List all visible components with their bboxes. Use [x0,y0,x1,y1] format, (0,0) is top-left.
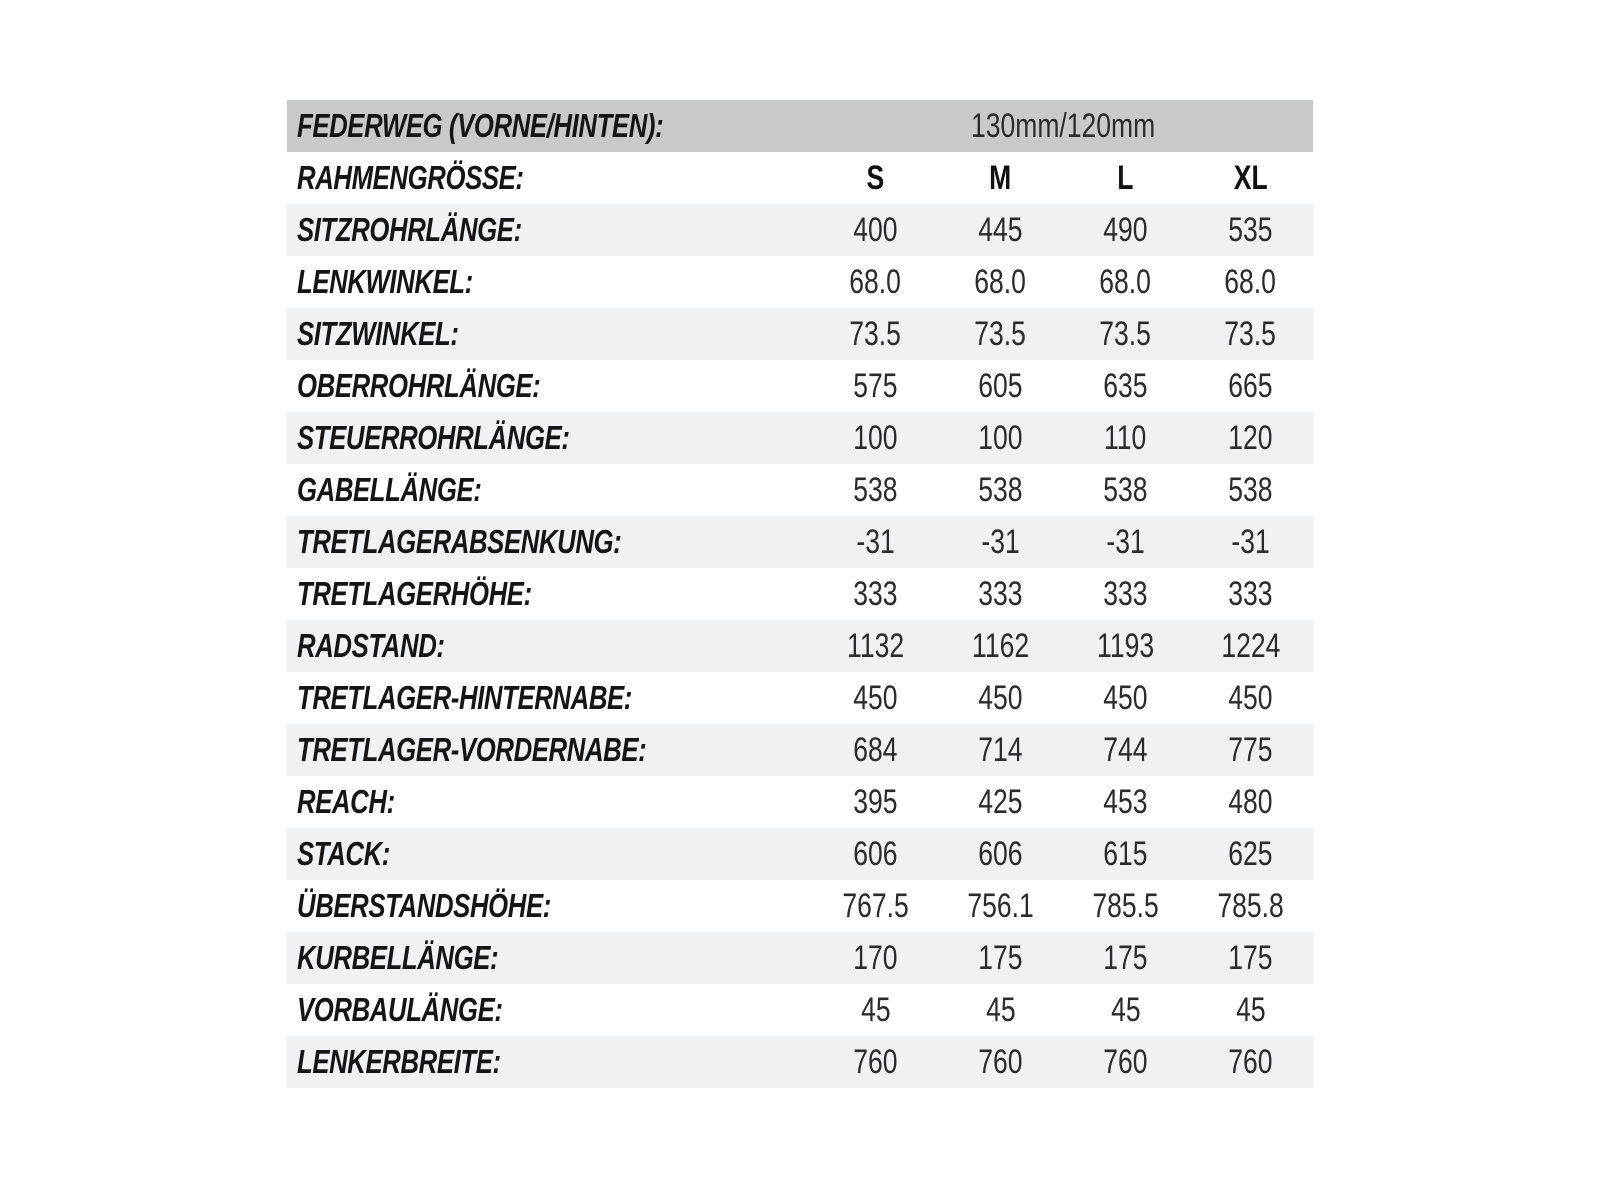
size-s-label: S [866,158,885,197]
row-value: 538 [1228,470,1273,509]
row-value-cell [1188,256,1313,308]
table-row [287,204,1313,256]
row-value-cell [938,516,1063,568]
size-header-label: RAHMENGRÖSSE: [297,159,524,196]
row-value-cell [1188,828,1313,880]
row-value: 606 [978,834,1023,873]
table-row [287,360,1313,412]
row-value: 1132 [846,626,905,665]
row-value-cell [813,256,938,308]
table-row [287,776,1313,828]
row-value: 45 [1110,990,1141,1029]
row-value-cell [813,776,938,828]
row-label-cell [287,1036,813,1088]
row-label: KURBELLÄNGE: [297,939,499,976]
row-value-cell [1188,412,1313,464]
row-label-cell [287,360,813,412]
row-value: 767.5 [842,886,909,925]
row-value: 665 [1228,366,1273,405]
travel-header-row [287,100,1313,152]
row-value: 1224 [1220,626,1280,665]
row-value-cell [938,256,1063,308]
row-value: -31 [856,522,895,561]
row-value: 445 [978,210,1023,249]
row-label: TRETLAGER-VORDERNABE: [297,731,647,768]
size-header-row [287,152,1313,204]
row-value: -31 [981,522,1020,561]
row-value: 760 [978,1042,1023,1081]
row-value: -31 [1231,522,1270,561]
row-value-cell [938,308,1063,360]
row-value: 785.5 [1092,886,1159,925]
row-value-cell [1063,412,1188,464]
size-column-header [1188,152,1313,204]
row-value: 538 [978,470,1023,509]
row-value-cell [938,724,1063,776]
size-column-header [1063,152,1188,204]
row-value: 760 [1103,1042,1148,1081]
row-label-cell [287,256,813,308]
row-value: 333 [1103,574,1148,613]
row-value: 73.5 [849,314,902,353]
row-value-cell [1188,776,1313,828]
row-value: 45 [860,990,891,1029]
row-value-cell [813,204,938,256]
row-value-cell [938,880,1063,932]
table-row [287,516,1313,568]
row-value: 635 [1103,366,1148,405]
row-label: TRETLAGERABSENKUNG: [297,523,622,560]
row-value-cell [1063,724,1188,776]
row-label: OBERROHRLÄNGE: [297,367,541,404]
row-value-cell [1188,308,1313,360]
row-value: 480 [1228,782,1273,821]
row-value-cell [1063,308,1188,360]
row-label-cell [287,828,813,880]
row-value-cell [1063,984,1188,1036]
row-value-cell [1063,204,1188,256]
table-row [287,828,1313,880]
row-value: 744 [1103,730,1148,769]
row-value: 605 [978,366,1023,405]
row-label: VORBAULÄNGE: [297,991,503,1028]
row-value-cell [1188,620,1313,672]
row-label: TRETLAGER-HINTERNABE: [297,679,632,716]
row-value: 400 [853,210,898,249]
row-value-cell [938,620,1063,672]
row-value-cell [813,984,938,1036]
row-value-cell [1063,828,1188,880]
row-value: 450 [1103,678,1148,717]
row-value: 1162 [971,626,1030,665]
row-value-cell [1063,672,1188,724]
row-value: 120 [1228,418,1273,457]
row-value-cell [1063,256,1188,308]
row-value-cell [1063,880,1188,932]
row-label: STACK: [297,835,390,872]
row-value-cell [1063,516,1188,568]
row-value: -31 [1106,522,1145,561]
row-label-cell [287,204,813,256]
row-value: 73.5 [1099,314,1152,353]
row-value: 714 [978,730,1023,769]
row-label-cell [287,308,813,360]
row-value: 175 [978,938,1023,977]
row-value: 45 [1235,990,1266,1029]
table-row [287,620,1313,672]
table-row [287,568,1313,620]
row-value-cell [938,828,1063,880]
row-value-cell [1063,776,1188,828]
size-column-header [938,152,1063,204]
row-label: STEUERROHRLÄNGE: [297,419,570,456]
row-value: 535 [1228,210,1273,249]
row-value: 333 [1228,574,1273,613]
row-value-cell [938,984,1063,1036]
row-value-cell [813,672,938,724]
row-label-cell [287,672,813,724]
row-label-cell [287,620,813,672]
row-value: 395 [853,782,898,821]
row-value: 785.8 [1217,886,1284,925]
row-value: 68.0 [974,262,1027,301]
table-row [287,256,1313,308]
row-value: 453 [1103,782,1148,821]
row-value-cell [1063,1036,1188,1088]
table-row [287,724,1313,776]
row-value: 68.0 [1224,262,1277,301]
row-label-cell [287,568,813,620]
travel-header-label: FEDERWEG (VORNE/HINTEN): [297,107,664,144]
row-value-cell [1063,360,1188,412]
row-value: 425 [978,782,1023,821]
row-value-cell [813,1036,938,1088]
row-value: 625 [1228,834,1273,873]
row-value-cell [813,464,938,516]
row-value-cell [813,620,938,672]
geometry-table [287,100,1313,1088]
table-row [287,984,1313,1036]
row-label-cell [287,412,813,464]
row-value: 575 [853,366,898,405]
row-value-cell [1188,984,1313,1036]
row-value: 73.5 [974,314,1027,353]
row-value-cell [1188,464,1313,516]
row-value: 100 [853,418,898,457]
row-label: SITZWINKEL: [297,315,459,352]
table-row [287,880,1313,932]
row-value-cell [1063,464,1188,516]
row-label-cell [287,880,813,932]
row-label-cell [287,932,813,984]
row-value-cell [1188,360,1313,412]
table-row [287,1036,1313,1088]
size-m-label: M [989,158,1012,197]
row-value-cell [1063,620,1188,672]
table-row [287,464,1313,516]
row-value: 538 [1103,470,1148,509]
size-header-label-cell [287,152,813,204]
row-value-cell [813,568,938,620]
row-value-cell [1188,672,1313,724]
row-label-cell [287,464,813,516]
row-value-cell [938,672,1063,724]
row-label-cell [287,984,813,1036]
row-value-cell [938,360,1063,412]
row-label: ÜBERSTANDSHÖHE: [297,887,551,924]
table-row [287,412,1313,464]
row-label: RADSTAND: [297,627,445,664]
row-value-cell [1188,724,1313,776]
row-value-cell [813,932,938,984]
row-value: 68.0 [849,262,902,301]
row-value: 110 [1104,418,1147,457]
row-value-cell [813,308,938,360]
row-value-cell [938,776,1063,828]
row-value-cell [938,464,1063,516]
row-label-cell [287,776,813,828]
row-value: 175 [1103,938,1148,977]
row-value-cell [813,360,938,412]
table-row [287,308,1313,360]
row-label: SITZROHRLÄNGE: [297,211,522,248]
size-column-header [813,152,938,204]
row-value-cell [1188,880,1313,932]
row-value: 606 [853,834,898,873]
row-value-cell [938,932,1063,984]
row-value-cell [1188,1036,1313,1088]
row-label: LENKWINKEL: [297,263,473,300]
row-value-cell [1063,932,1188,984]
table-row [287,932,1313,984]
row-value-cell [938,412,1063,464]
row-value-cell [813,724,938,776]
row-value: 615 [1103,834,1148,873]
row-label: LENKERBREITE: [297,1043,501,1080]
row-value: 170 [853,938,898,977]
row-value-cell [813,412,938,464]
row-label-cell [287,724,813,776]
row-value-cell [1188,516,1313,568]
row-value-cell [938,1036,1063,1088]
row-value-cell [938,568,1063,620]
travel-header-label-cell [287,100,813,152]
row-value: 760 [1228,1042,1273,1081]
row-value: 760 [853,1042,898,1081]
row-value: 175 [1228,938,1273,977]
size-xl-label: XL [1233,158,1268,197]
travel-header-value: 130mm/120mm [970,106,1156,145]
row-value: 333 [853,574,898,613]
table-body [287,204,1313,1088]
row-value: 333 [978,574,1023,613]
row-value: 538 [853,470,898,509]
row-value: 45 [985,990,1016,1029]
row-value-cell [938,204,1063,256]
row-label-cell [287,516,813,568]
row-value-cell [813,880,938,932]
row-value: 684 [853,730,898,769]
row-value: 100 [978,418,1023,457]
row-value: 450 [853,678,898,717]
row-value: 450 [1228,678,1273,717]
row-label: TRETLAGERHÖHE: [297,575,532,612]
row-value-cell [1188,932,1313,984]
row-value-cell [1188,568,1313,620]
row-value-cell [1063,568,1188,620]
row-value: 450 [978,678,1023,717]
size-l-label: L [1117,158,1134,197]
row-label: REACH: [297,783,395,820]
row-value: 73.5 [1224,314,1277,353]
row-label: GABELLÄNGE: [297,471,482,508]
row-value: 756.1 [967,886,1034,925]
row-value: 68.0 [1099,262,1152,301]
row-value-cell [1188,204,1313,256]
row-value-cell [813,516,938,568]
row-value-cell [813,828,938,880]
table-row [287,672,1313,724]
row-value: 775 [1228,730,1273,769]
row-value: 1193 [1096,626,1155,665]
row-value: 490 [1103,210,1148,249]
travel-header-value-cell [813,100,1313,152]
